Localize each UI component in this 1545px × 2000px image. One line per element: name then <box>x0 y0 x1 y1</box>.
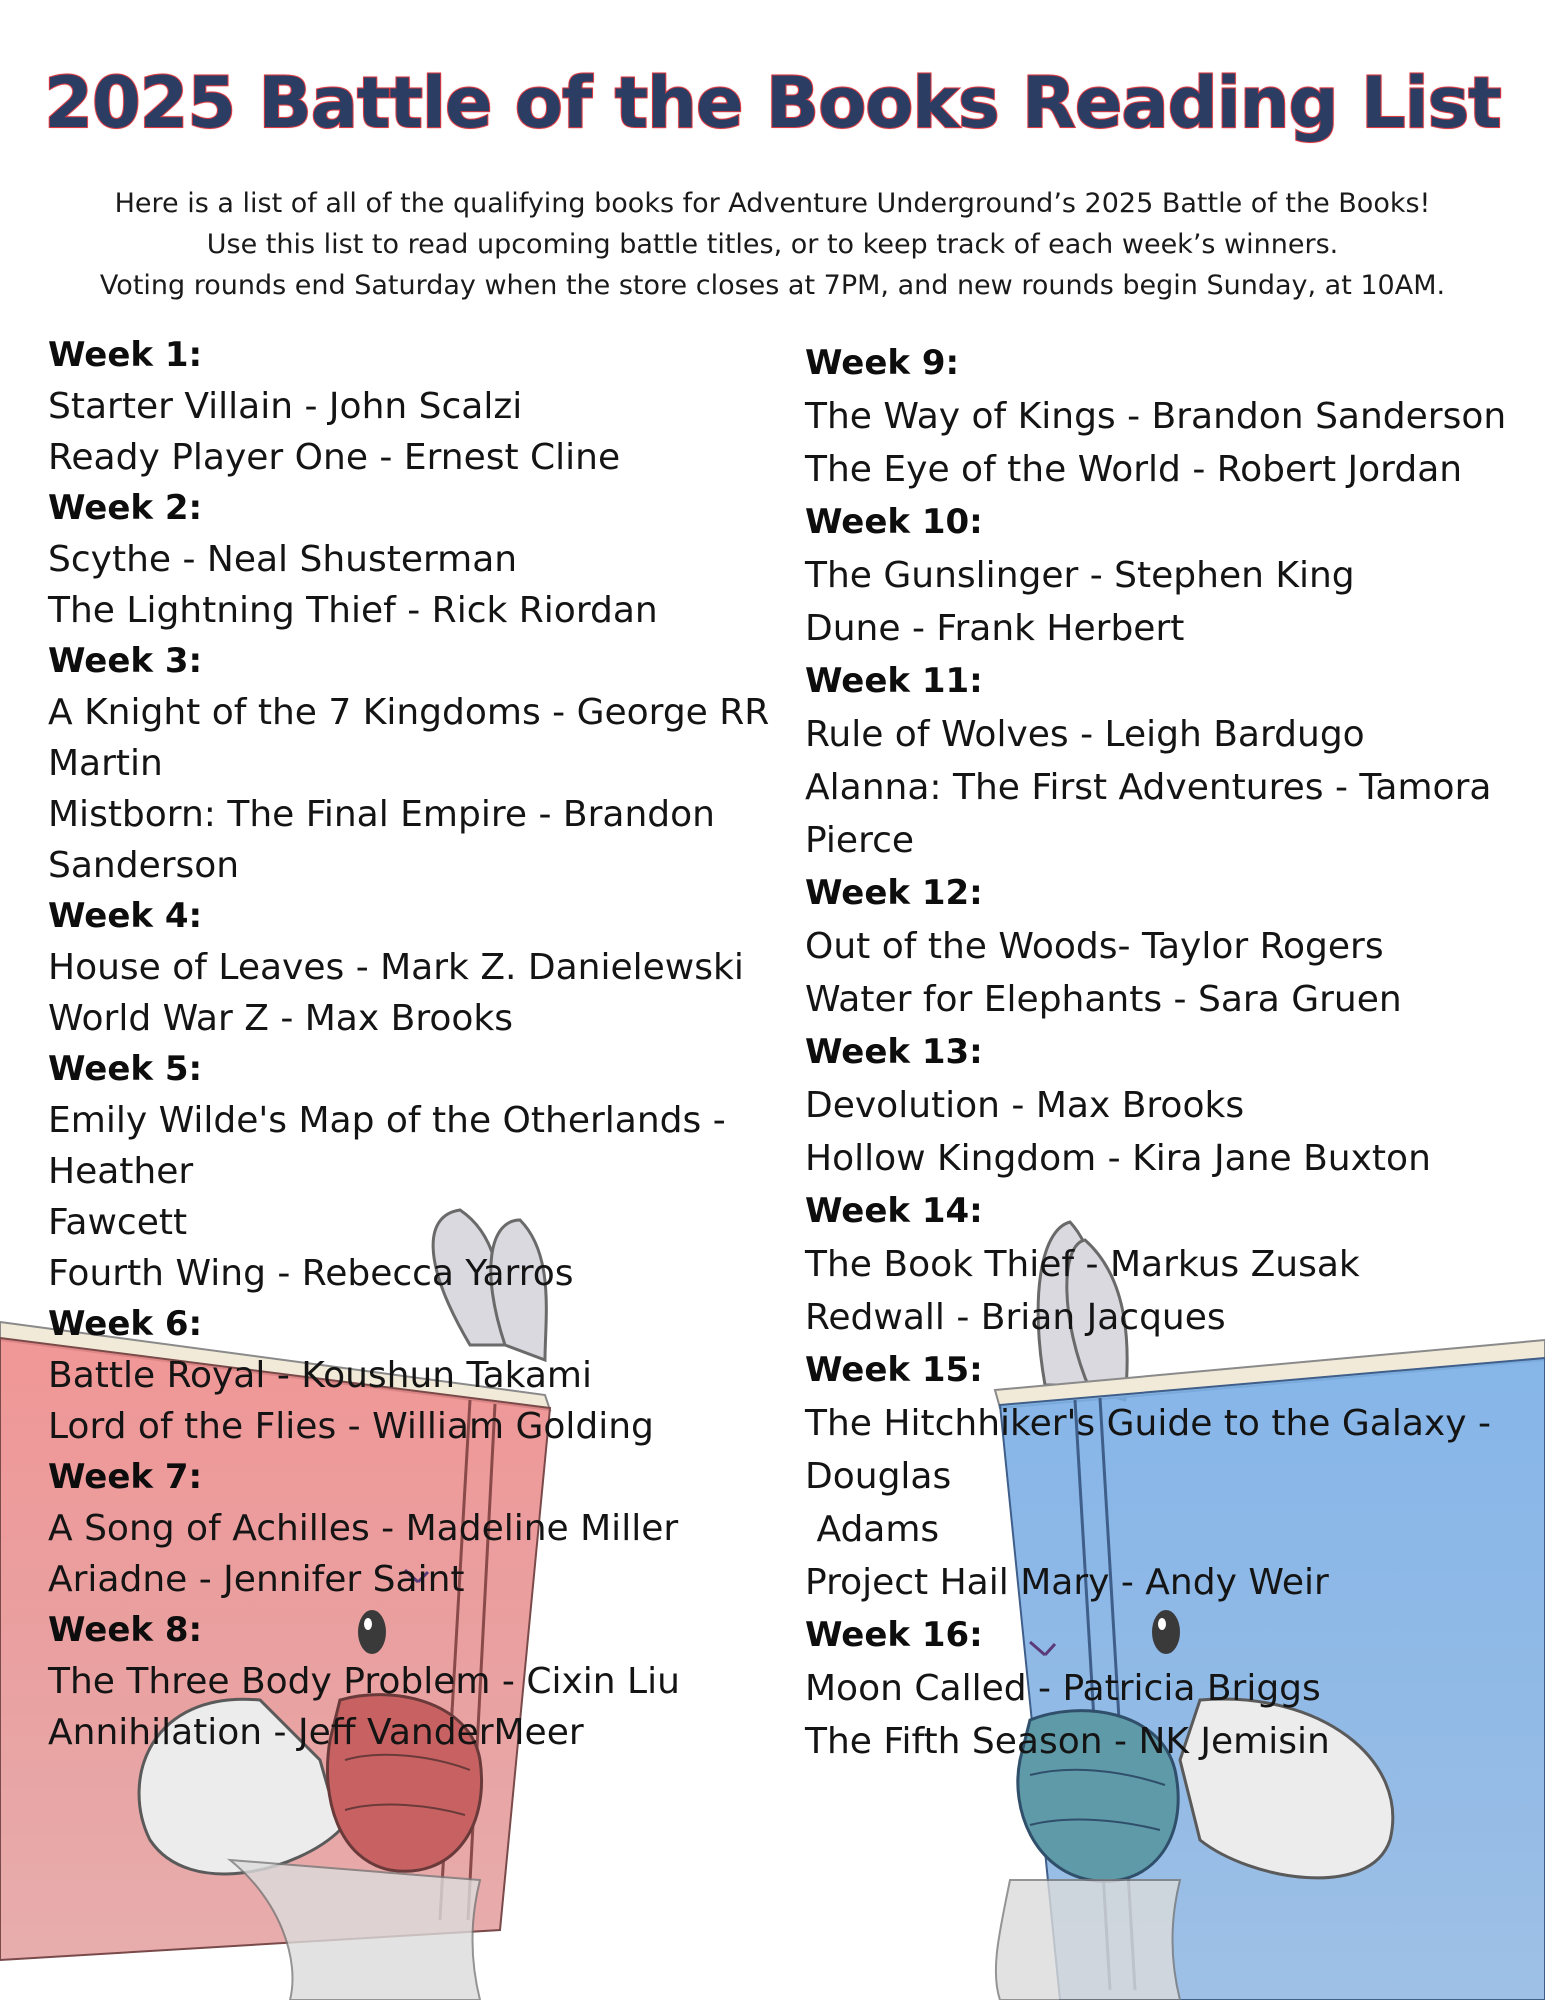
book-entry-line: The Lightning Thief - Rick Riordan <box>48 590 658 631</box>
book-entry-line: Mistborn: The Final Empire - Brandon <box>48 794 715 835</box>
book-entry-line: Ready Player One - Ernest Cline <box>48 437 621 478</box>
book-entry <box>48 1554 778 1605</box>
book-entry <box>805 1132 1525 1185</box>
book-entry <box>805 1238 1525 1291</box>
book-entry-line: Hollow Kingdom - Kira Jane Buxton <box>805 1138 1431 1179</box>
book-entry-line: Starter Villain - John Scalzi <box>48 386 523 427</box>
book-entry-line: A Knight of the 7 Kingdoms - George RR <box>48 692 770 733</box>
week-label: Week 10: <box>805 502 983 542</box>
book-entry <box>48 1707 778 1758</box>
book-entry-line: Out of the Woods- Taylor Rogers <box>805 926 1384 967</box>
week-label: Week 4: <box>48 896 203 936</box>
book-entry <box>805 920 1525 973</box>
week-group <box>805 1344 1525 1609</box>
book-entry <box>48 381 778 432</box>
book-entry-line: Adams <box>805 1509 940 1550</box>
book-entry-line: Annihilation - Jeff VanderMeer <box>48 1712 584 1753</box>
intro-line: Use this list to read upcoming battle titles, or to keep track of each week’s winners. <box>206 229 1339 260</box>
book-entry-line: The Hitchhiker's Guide to the Galaxy - <box>805 1403 1491 1444</box>
week-label: Week 7: <box>48 1457 203 1497</box>
week-group <box>48 1452 778 1605</box>
book-entry <box>805 443 1525 496</box>
book-entry-line: Battle Royal - Koushun Takami <box>48 1355 592 1396</box>
book-entry-line: A Song of Achilles - Madeline Miller <box>48 1508 679 1549</box>
book-entry-line: Water for Elephants - Sara Gruen <box>805 979 1402 1020</box>
week-group <box>805 1185 1525 1344</box>
book-entry-line: The Book Thief - Markus Zusak <box>805 1244 1360 1285</box>
book-entry-line: House of Leaves - Mark Z. Danielewski <box>48 947 744 988</box>
week-label: Week 12: <box>805 873 983 913</box>
book-entry <box>805 1662 1525 1715</box>
week-label: Week 3: <box>48 641 203 681</box>
book-entry <box>805 1397 1525 1556</box>
book-entry-line: The Way of Kings - Brandon Sanderson <box>805 396 1507 437</box>
book-entry <box>48 1248 778 1299</box>
book-entry-line: The Fifth Season - NK Jemisin <box>805 1721 1330 1762</box>
week-group <box>805 337 1525 496</box>
week-group <box>48 330 778 483</box>
week-group <box>48 1299 778 1452</box>
week-label: Week 16: <box>805 1615 983 1655</box>
week-label: Week 8: <box>48 1610 203 1650</box>
book-entry-line: World War Z - Max Brooks <box>48 998 513 1039</box>
reading-list-right-column <box>805 337 1525 1768</box>
book-entry-line: The Eye of the World - Robert Jordan <box>805 449 1463 490</box>
week-label: Week 6: <box>48 1304 203 1344</box>
book-entry <box>48 1401 778 1452</box>
week-group <box>805 1609 1525 1768</box>
week-label: Week 2: <box>48 488 203 528</box>
week-group <box>48 1044 778 1299</box>
week-label: Week 1: <box>48 335 203 375</box>
week-group <box>48 1605 778 1758</box>
book-entry <box>48 432 778 483</box>
book-entry <box>48 1503 778 1554</box>
book-entry <box>805 1079 1525 1132</box>
week-label: Week 15: <box>805 1350 983 1390</box>
book-entry <box>805 708 1525 761</box>
intro-text <box>0 183 1545 306</box>
book-entry-line: Fourth Wing - Rebecca Yarros <box>48 1253 574 1294</box>
week-group <box>805 655 1525 867</box>
book-entry <box>805 602 1525 655</box>
book-entry-line: Heather <box>48 1151 194 1192</box>
book-entry-line: Redwall - Brian Jacques <box>805 1297 1226 1338</box>
week-label: Week 11: <box>805 661 983 701</box>
book-entry <box>805 1556 1525 1609</box>
book-entry <box>48 993 778 1044</box>
book-entry <box>805 973 1525 1026</box>
page-title: 2025 Battle of the Books Reading List <box>44 62 1501 144</box>
book-entry <box>48 1656 778 1707</box>
book-entry <box>48 534 778 585</box>
book-entry-line: Project Hail Mary - Andy Weir <box>805 1562 1329 1603</box>
book-entry-line: Martin <box>48 743 163 784</box>
book-entry-line: Rule of Wolves - Leigh Bardugo <box>805 714 1365 755</box>
book-entry-line: Sanderson <box>48 845 240 886</box>
book-entry <box>48 585 778 636</box>
week-label: Week 9: <box>805 343 960 383</box>
book-entry <box>805 390 1525 443</box>
week-group <box>805 496 1525 655</box>
book-entry-line: Alanna: The First Adventures - Tamora <box>805 767 1492 808</box>
book-entry <box>48 687 778 789</box>
week-label: Week 13: <box>805 1032 983 1072</box>
book-entry-line: The Three Body Problem - Cixin Liu <box>48 1661 680 1702</box>
intro-line: Voting rounds end Saturday when the store closes at 7PM, and new rounds begin Sunday, at 10AM. <box>99 270 1446 301</box>
book-entry-line: Dune - Frank Herbert <box>805 608 1185 649</box>
week-group <box>805 867 1525 1026</box>
book-entry-line: Fawcett <box>48 1202 188 1243</box>
week-group <box>48 636 778 891</box>
book-entry-line: Pierce <box>805 820 915 861</box>
week-label: Week 14: <box>805 1191 983 1231</box>
book-entry-line: The Gunslinger - Stephen King <box>805 555 1355 596</box>
book-entry-line: Ariadne - Jennifer Saint <box>48 1559 465 1600</box>
book-entry-line: Devolution - Max Brooks <box>805 1085 1245 1126</box>
book-entry <box>48 942 778 993</box>
book-entry <box>805 549 1525 602</box>
book-entry-line: Lord of the Flies - William Golding <box>48 1406 654 1447</box>
book-entry <box>48 789 778 891</box>
book-entry <box>805 1715 1525 1768</box>
book-entry-line: Emily Wilde's Map of the Otherlands - <box>48 1100 726 1141</box>
week-label: Week 5: <box>48 1049 203 1089</box>
book-entry <box>48 1095 778 1248</box>
book-entry-line: Douglas <box>805 1456 952 1497</box>
reading-list-left-column <box>48 330 778 1758</box>
book-entry <box>48 1350 778 1401</box>
week-group <box>48 891 778 1044</box>
book-entry <box>805 761 1525 867</box>
intro-line: Here is a list of all of the qualifying books for Adventure Underground’s 2025 Battle of the Books! <box>114 188 1431 219</box>
book-entry <box>805 1291 1525 1344</box>
week-group <box>48 483 778 636</box>
book-entry-line: Scythe - Neal Shusterman <box>48 539 518 580</box>
book-entry-line: Moon Called - Patricia Briggs <box>805 1668 1321 1709</box>
week-group <box>805 1026 1525 1185</box>
